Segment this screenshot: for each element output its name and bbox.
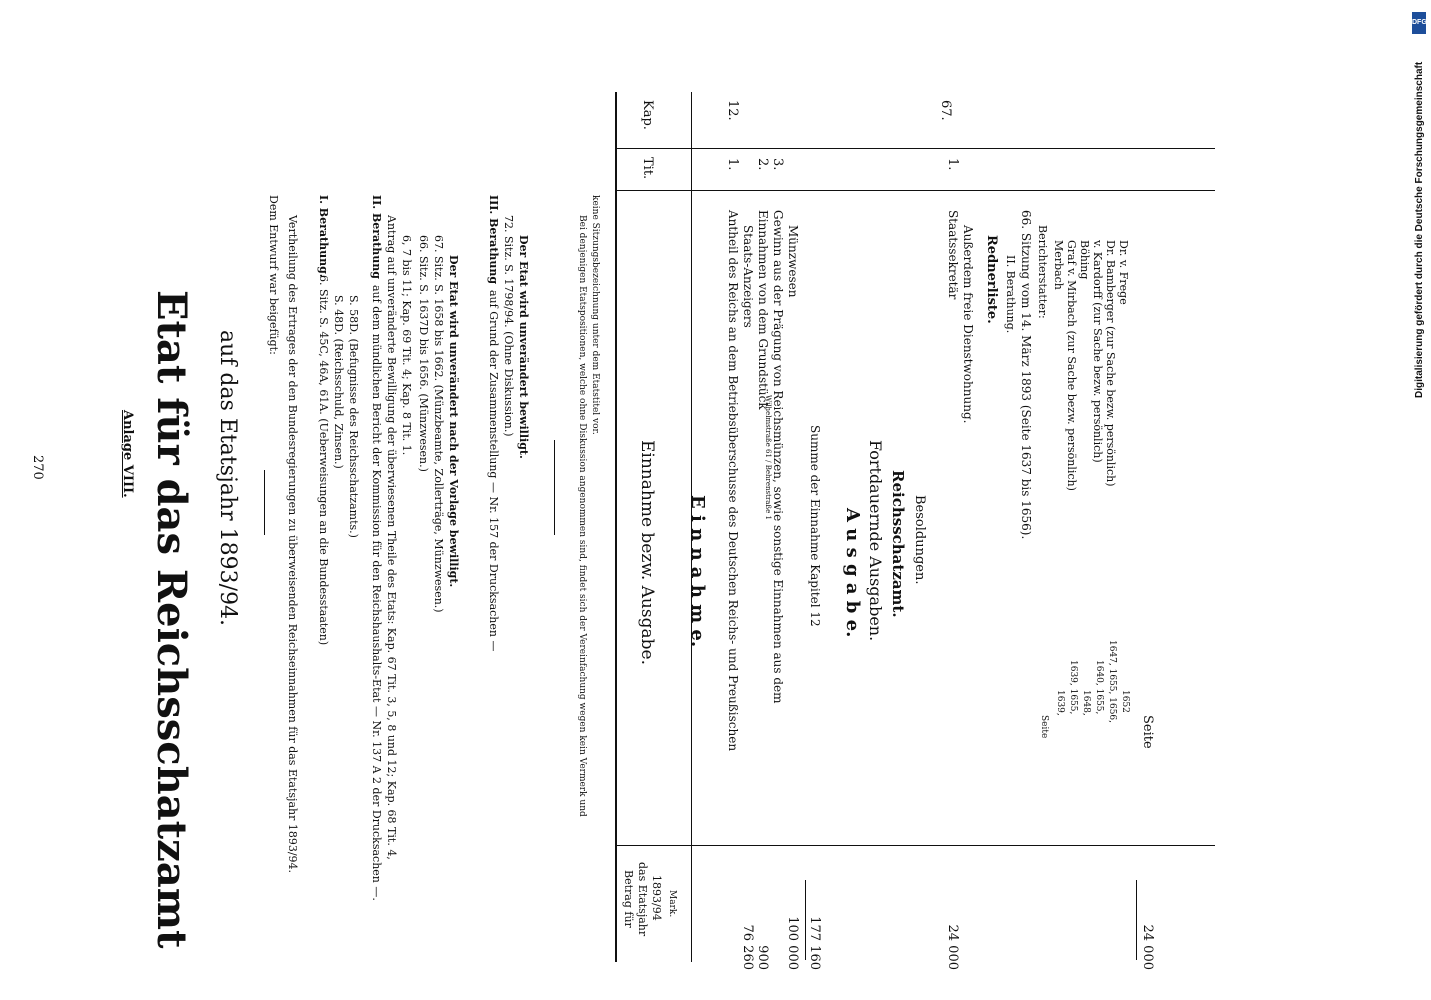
row-text: Münzwesen	[786, 225, 800, 298]
berathung2-antrag: Antrag auf unveränderte Bewilligung der überwiesenen Theile des Etats: Kap. 67 Tit. 3, 5, 8 und 12; Kap. 68 Tit. 4,	[385, 215, 398, 860]
summe-label: Summe der Einnahme Kapitel 12	[808, 425, 822, 627]
row-small-note: Wilhelmstraße 61 / Behrenstraße 1	[764, 395, 772, 520]
berathung3-result: Der Etat wird unverändert bewilligt.	[517, 235, 530, 459]
page-number: 270	[30, 455, 45, 480]
row-text: Staatssekretär	[946, 210, 960, 300]
sum-rule	[805, 880, 806, 960]
redner-pages: 1647, 1655, 1656,	[1107, 640, 1117, 724]
title-divider	[264, 470, 265, 535]
berathung1-label: I. Berathung.	[317, 195, 330, 278]
row-text: Einnahmen von dem Grundstück	[756, 210, 770, 410]
ausgabe-heading: A u s g a b e.	[842, 508, 863, 638]
redner-name: Merbach	[1052, 240, 1065, 290]
fragesteller-label: Berichterstatter:	[1036, 225, 1049, 319]
header-etatsjahr: das Etatsjahr	[636, 862, 649, 937]
document-subtitle: auf das Etatsjahr 1893/94.	[215, 330, 240, 627]
berathung3-sitz: 72. Sitz. S. 1798/94. (Ohne Diskussion.)	[502, 215, 515, 437]
row-text: Antheil des Reichs an dem Betriebsüberschusse des Deutschen Reichs- und Preußischen	[726, 210, 740, 752]
col-tit-rule	[617, 190, 1215, 191]
row-amount: 24 000	[945, 924, 960, 970]
besoldungen-heading: Besoldungen.	[912, 495, 927, 585]
kap-67: 67.	[938, 100, 953, 121]
header-betrag: Betrag für	[622, 870, 635, 928]
header-tit: Tit.	[640, 157, 655, 180]
berathung-label: II. Berathung.	[1004, 255, 1017, 334]
section-divider	[554, 440, 555, 535]
row-amount: 76 260	[740, 924, 755, 970]
reichsschatzamt-heading: Reichsschatzamt.	[889, 470, 907, 618]
berathung2-label: II. Berathung	[370, 195, 383, 279]
anlage-label: Anlage VIII.	[120, 410, 135, 498]
row-text: Außerdem freie Dienstwohnung.	[961, 225, 975, 424]
table-top-rule	[615, 92, 617, 962]
berathung1-line: S. 58D. (Befugnisse des Reichsschatzamts.)	[347, 295, 360, 538]
row-text: Gewinn aus der Prägung von Reichsmünzen, sowie sonstige Einnahmen aus dem	[771, 210, 785, 704]
berathung2-sitz: 66. Sitz. S. 1637D bis 1656. (Münzwesen.)	[417, 235, 430, 472]
header-einnahme-ausgabe: Einnahme bezw. Ausgabe.	[637, 440, 657, 665]
header-kap: Kap.	[640, 100, 655, 130]
rednerliste-heading: Rednerliste.	[984, 235, 999, 324]
col-kap-rule	[617, 148, 1215, 149]
berathung2-text: auf dem mündlichen Bericht der Kommission für den Reichshaushalts-Etat — Nr. 137 A 2 der Drucksachen —.	[370, 285, 383, 901]
total-rule	[1136, 880, 1137, 960]
berathung1-line: 6. Sitz. S. 45C, 46A, 61A. (Ueberweisungen an die Bundesstaaten)	[317, 275, 330, 646]
row-amount: 100 000	[785, 916, 800, 970]
seite-header: Seite	[1039, 715, 1049, 739]
berathung2-antrag: 6, 7 bis 11; Kap. 69 Tit. 4; Kap. 8 Tit. 1.	[400, 235, 413, 456]
redner-name: Dr. v. Frege	[1117, 240, 1130, 305]
row-tit: 1.	[725, 158, 740, 171]
total-amount: 24 000	[1140, 924, 1155, 970]
col-amount-rule	[617, 845, 1215, 846]
row-text: Staats-Anzeigers	[741, 225, 755, 328]
berathung2-result: Der Etat wird unverändert nach der Vorlage bewilligt.	[447, 255, 460, 588]
berathung1-line: S. 48D. (Reichsschuld, Zinsen.)	[332, 295, 345, 469]
row-tit: 1.	[945, 158, 960, 171]
berathung3-label: III. Berathung	[487, 195, 500, 285]
redner-pages: 1648,	[1081, 690, 1091, 716]
row-amount: 900	[755, 945, 770, 970]
redner-name: v. Kardorff (zur Sache bezw. persönlich)	[1091, 240, 1104, 463]
document-title: Etat für das Reichsschatzamt	[148, 290, 195, 949]
note-line1: Bei denjenigen Etatspositionen, welche ohne Diskussion angenommen sind, findet sich der Vereinfachung wegen kein Vermerk und	[577, 215, 587, 817]
einnahme-heading: E i n n a h m e.	[687, 495, 708, 648]
redner-name: Böhing	[1078, 240, 1091, 280]
dfg-credit	[1410, 8, 1430, 992]
note-line2: keine Sitzungsbezeichnung unter dem Etatstitel vor.	[590, 195, 600, 435]
header-year: 1893/94	[650, 875, 663, 921]
header-mark: Mark.	[667, 890, 677, 918]
dfg-text: Digitalisierung gefördert durch die Deutsche Forschungsgemeinschaft	[1414, 61, 1425, 398]
berathung2-sitz: 67. Sitz. S. 1658 bis 1662. (Münzbeamte, Zollerträge, Münzwesen.)	[432, 235, 445, 613]
sitzung-line: 66. Sitzung vom 14. März 1893 (Seite 1637 bis 1656).	[1019, 210, 1033, 540]
row-tit: 3.	[770, 158, 785, 171]
redner-pages: 1640, 1655,	[1094, 660, 1104, 715]
kap-12: 12.	[725, 100, 740, 121]
dfg-logo: DFG	[1412, 12, 1426, 34]
summe-amount: 177 160	[807, 916, 822, 970]
intro-line1: Dem Entwurf war beigefügt:	[267, 195, 280, 355]
seite-footer: Seite	[1140, 715, 1155, 749]
fortdauernde-heading: Fortdauernde Ausgaben.	[866, 440, 885, 642]
redner-pages: 1639, 1655,	[1068, 660, 1078, 715]
intro-line2: Vertheilung des Ertrages der den Bundesregierungen zu überweisenden Reichseinnahmen für das Etatsjahr 1893/94.	[286, 215, 299, 874]
redner-name: Graf v. Mirbach (zur Sache bezw. persönlich)	[1065, 240, 1078, 491]
row-tit: 2.	[755, 158, 770, 171]
redner-pages: 1652	[1120, 690, 1130, 713]
berathung3-text: auf Grund der Zusammenstellung — Nr. 157 der Drucksachen —	[487, 290, 500, 652]
redner-pages: 1639,	[1055, 690, 1065, 716]
redner-name: Dr. Bamberger (zur Sache bezw. persönlich)	[1104, 240, 1117, 487]
